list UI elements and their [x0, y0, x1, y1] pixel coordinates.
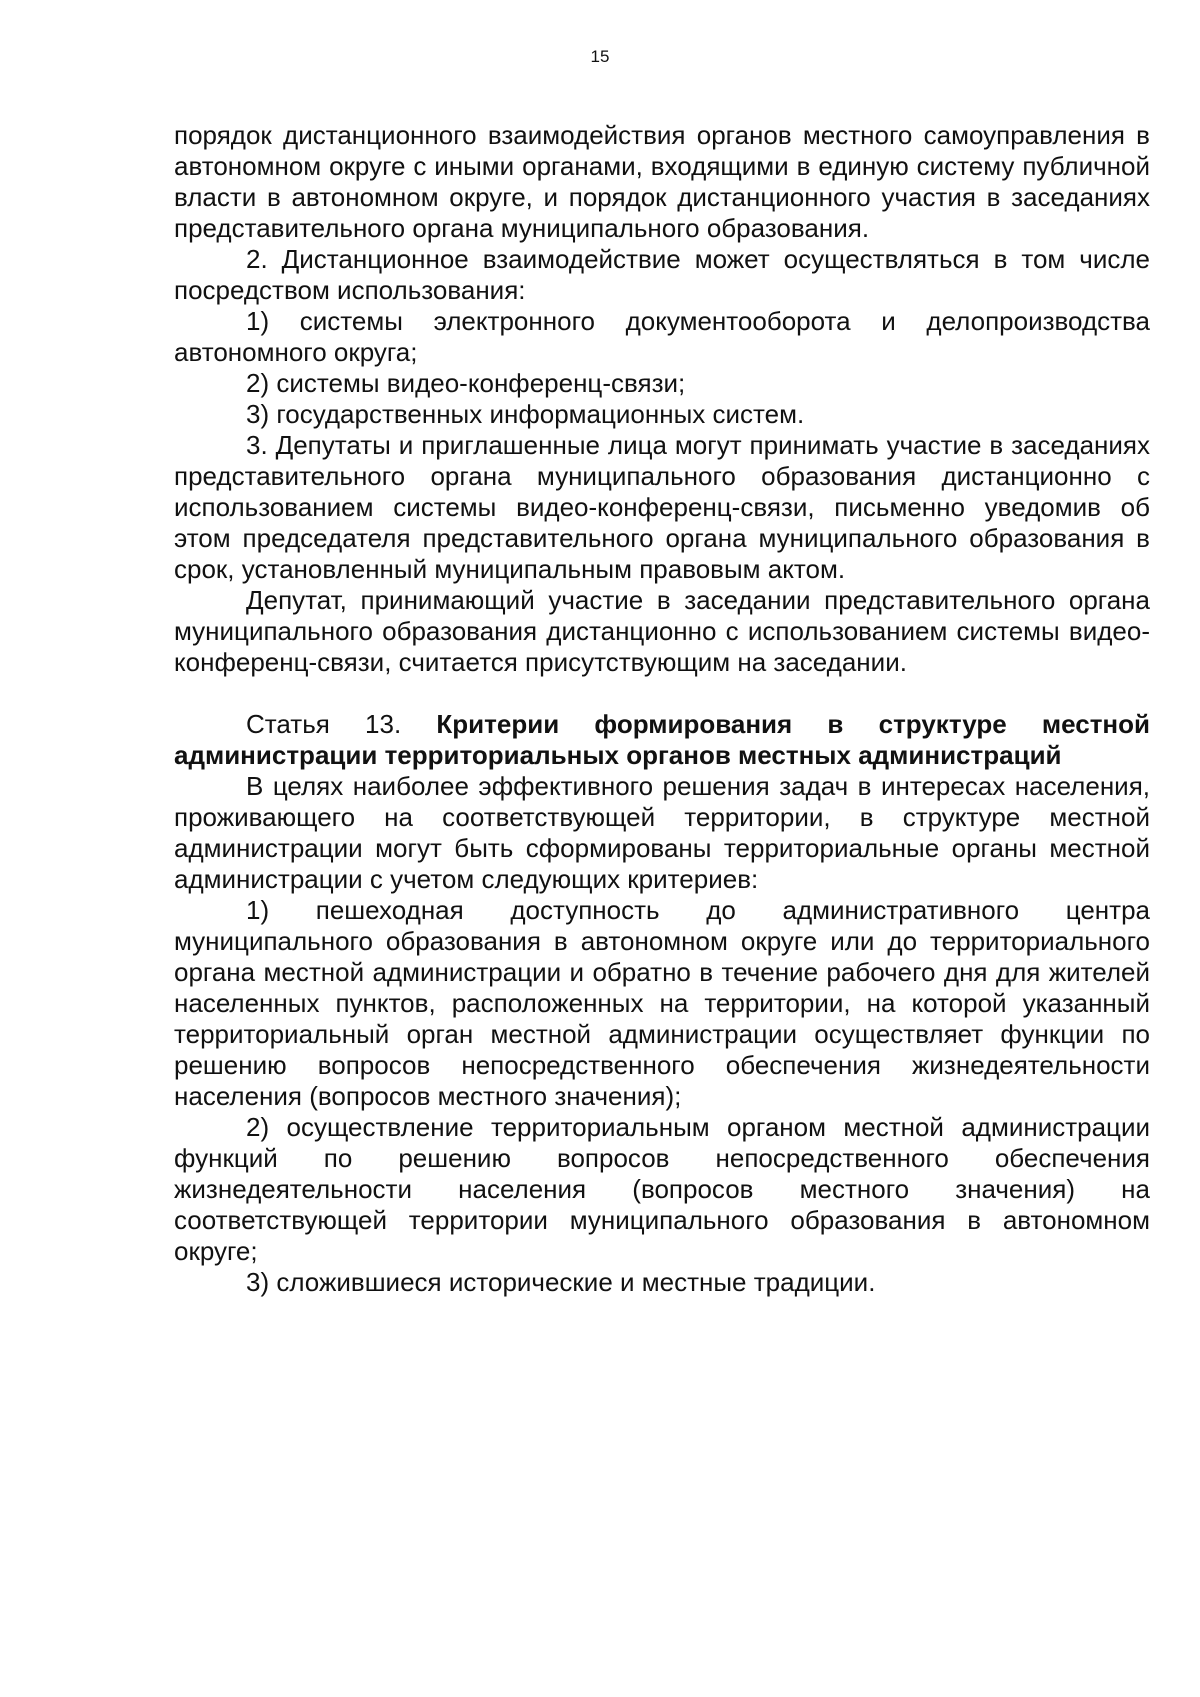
criterion-item-3: 3) сложившиеся исторические и местные традиции.	[246, 1267, 876, 1297]
article-number: Статья 13.	[246, 709, 402, 739]
criterion-item-2: 2) осуществление территориальным органом местной администрации функций по решению вопросов непосредственного обеспечения жизнедеятельности населения (вопросов местного значения) на соответствующей территории муниципального образования в автономном округе;	[174, 1112, 1150, 1266]
paragraph-clause-2: 2. Дистанционное взаимодействие может осуществляться в том числе посредством использования:	[174, 244, 1150, 305]
document-body	[174, 120, 1150, 1298]
article-heading	[174, 709, 1150, 771]
criterion-item-1: 1) пешеходная доступность до административного центра муниципального образования в автономном округе или до территориального органа местной администрации и обратно в течение рабочего дня для жителей населенных пунктов, расположенных на территории, на которой указанный территориальный орган местной администрации осуществляет функции по решению вопросов непосредственного обеспечения жизнедеятельности населения (вопросов местного значения);	[174, 895, 1150, 1111]
list-item-2: 2) системы видео-конференц-связи;	[246, 368, 686, 398]
article-title: Критерии формирования в структуре местной администрации территориальных органов местных администраций	[174, 709, 1150, 770]
paragraph-article-intro: В целях наиболее эффективного решения задач в интересах населения, проживающего на соответствующей территории, в структуре местной администрации могут быть сформированы территориальные органы местной администрации с учетом следующих критериев:	[174, 771, 1150, 894]
list-item-3: 3) государственных информационных систем.	[246, 399, 805, 429]
page-number: 15	[590, 47, 610, 66]
paragraph-clause-3: 3. Депутаты и приглашенные лица могут принимать участие в заседаниях представительного органа муниципального образования дистанционно с использованием системы видео-конференц-связи, письменно уведомив об этом председателя представительного органа муниципального образования в срок, установленный муниципальным правовым актом.	[174, 430, 1150, 584]
paragraph-deputy: Депутат, принимающий участие в заседании представительного органа муниципального образования дистанционно с использованием системы видео-конференц-связи, считается присутствующим на заседании.	[174, 585, 1150, 677]
paragraph-continuation: порядок дистанционного взаимодействия органов местного самоуправления в автономном округе с иными органами, входящими в единую систему публичной власти в автономном округе, и порядок дистанционного участия в заседаниях представительного органа муниципального образования.	[174, 120, 1150, 243]
list-item-1: 1) системы электронного документооборота и делопроизводства автономного округа;	[174, 306, 1150, 367]
